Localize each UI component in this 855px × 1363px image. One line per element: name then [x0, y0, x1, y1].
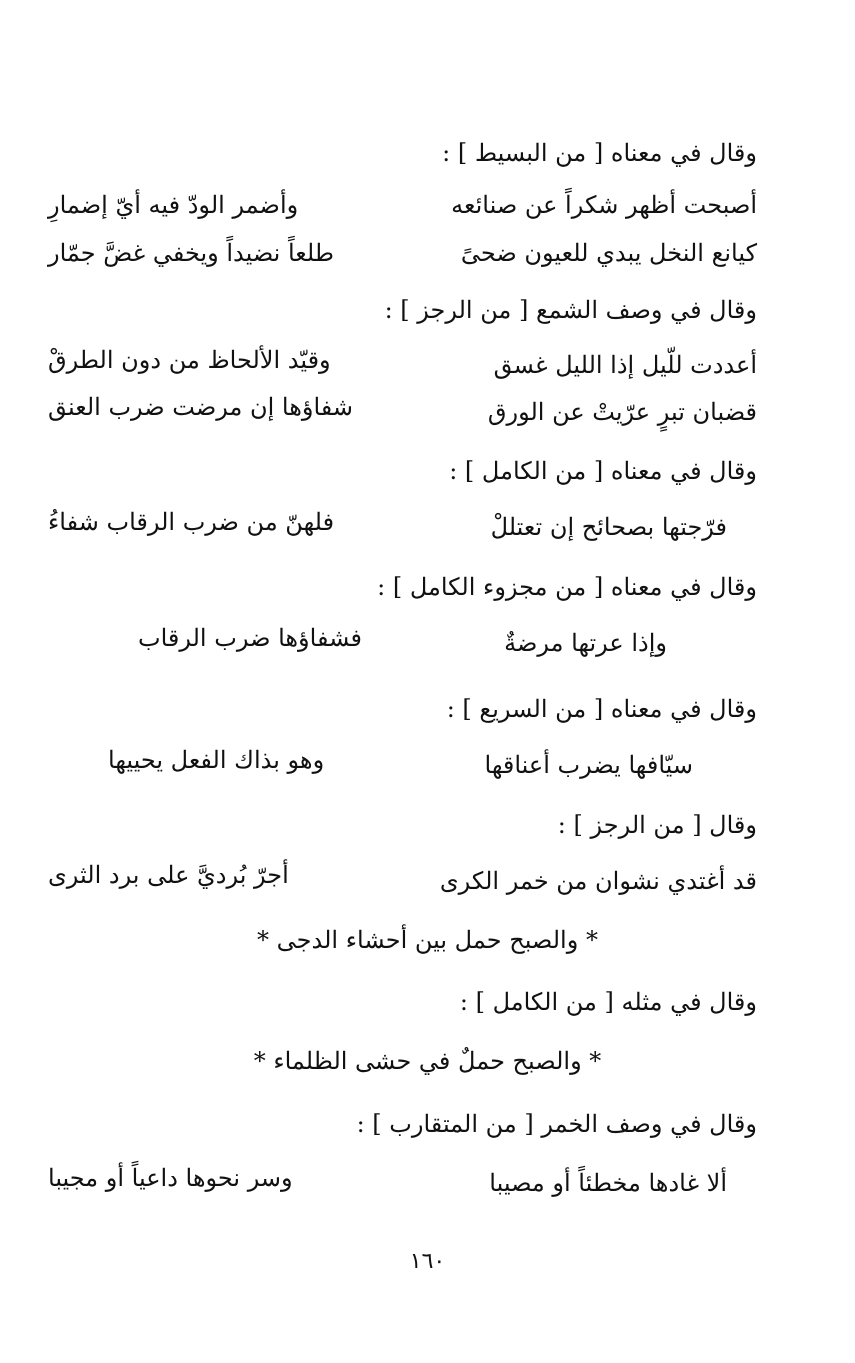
verse-second-hemistich: وسر نحوها داعياً أو مجيبا — [48, 1164, 293, 1192]
verse-first-hemistich: وإذا عرتها مرضةٌ — [504, 629, 667, 657]
section-heading: وقال في وصف الشمع [ من الرجز ] : — [384, 296, 757, 324]
verse-first-hemistich: أعددت للّيل إذا الليل غسق — [493, 351, 757, 379]
section-heading: وقال في مثله [ من الكامل ] : — [459, 988, 757, 1016]
section-heading: وقال في معناه [ من السريع ] : — [446, 695, 757, 723]
verse-first-hemistich: ألا غادها مخطئاً أو مصيبا — [489, 1169, 727, 1197]
verse-second-hemistich: طلعاً نضيداً ويخفي غضَّ جمّار — [48, 239, 334, 267]
verse-first-hemistich: كيانع النخل يبدي للعيون ضحىً — [460, 239, 757, 267]
verse-second-hemistich: أجرّ بُرديَّ على برد الثرى — [48, 861, 289, 889]
verse-second-hemistich: فشفاؤها ضرب الرقاب — [138, 624, 362, 652]
section-heading: وقال في معناه [ من البسيط ] : — [442, 139, 757, 167]
centered-verse: * والصبح حمل بين أحشاء الدجى * — [257, 926, 598, 954]
verse-first-hemistich: أصبحت أظهر شكراً عن صنائعه — [451, 191, 757, 219]
verse-second-hemistich: وهو بذاك الفعل يحييها — [108, 746, 325, 774]
verse-first-hemistich: فرّجتها بصحائح إن تعتللْ — [490, 513, 727, 541]
verse-second-hemistich: وقيّد الألحاظ من دون الطرقْ — [48, 346, 331, 374]
section-heading: وقال [ من الرجز ] : — [557, 811, 757, 839]
verse-second-hemistich: فلهنّ من ضرب الرقاب شفاءُ — [48, 508, 335, 536]
verse-first-hemistich: قد أغتدي نشوان من خمر الكرى — [439, 867, 757, 895]
verse-second-hemistich: وأضمر الودّ فيه أيّ إضمارِ — [48, 191, 299, 219]
section-heading: وقال في معناه [ من الكامل ] : — [449, 457, 757, 485]
verse-first-hemistich: سيّافها يضرب أعناقها — [484, 751, 693, 779]
section-heading: وقال في معناه [ من مجزوء الكامل ] : — [377, 573, 757, 601]
page-number: ١٦٠ — [409, 1249, 446, 1274]
verse-first-hemistich: قضبان تبرٍ عرّيتْ عن الورق — [487, 398, 757, 426]
centered-verse: * والصبح حملٌ في حشى الظلماء * — [253, 1047, 602, 1075]
section-heading: وقال في وصف الخمر [ من المتقارب ] : — [356, 1110, 757, 1138]
verse-second-hemistich: شفاؤها إن مرضت ضرب العنق — [48, 393, 354, 421]
